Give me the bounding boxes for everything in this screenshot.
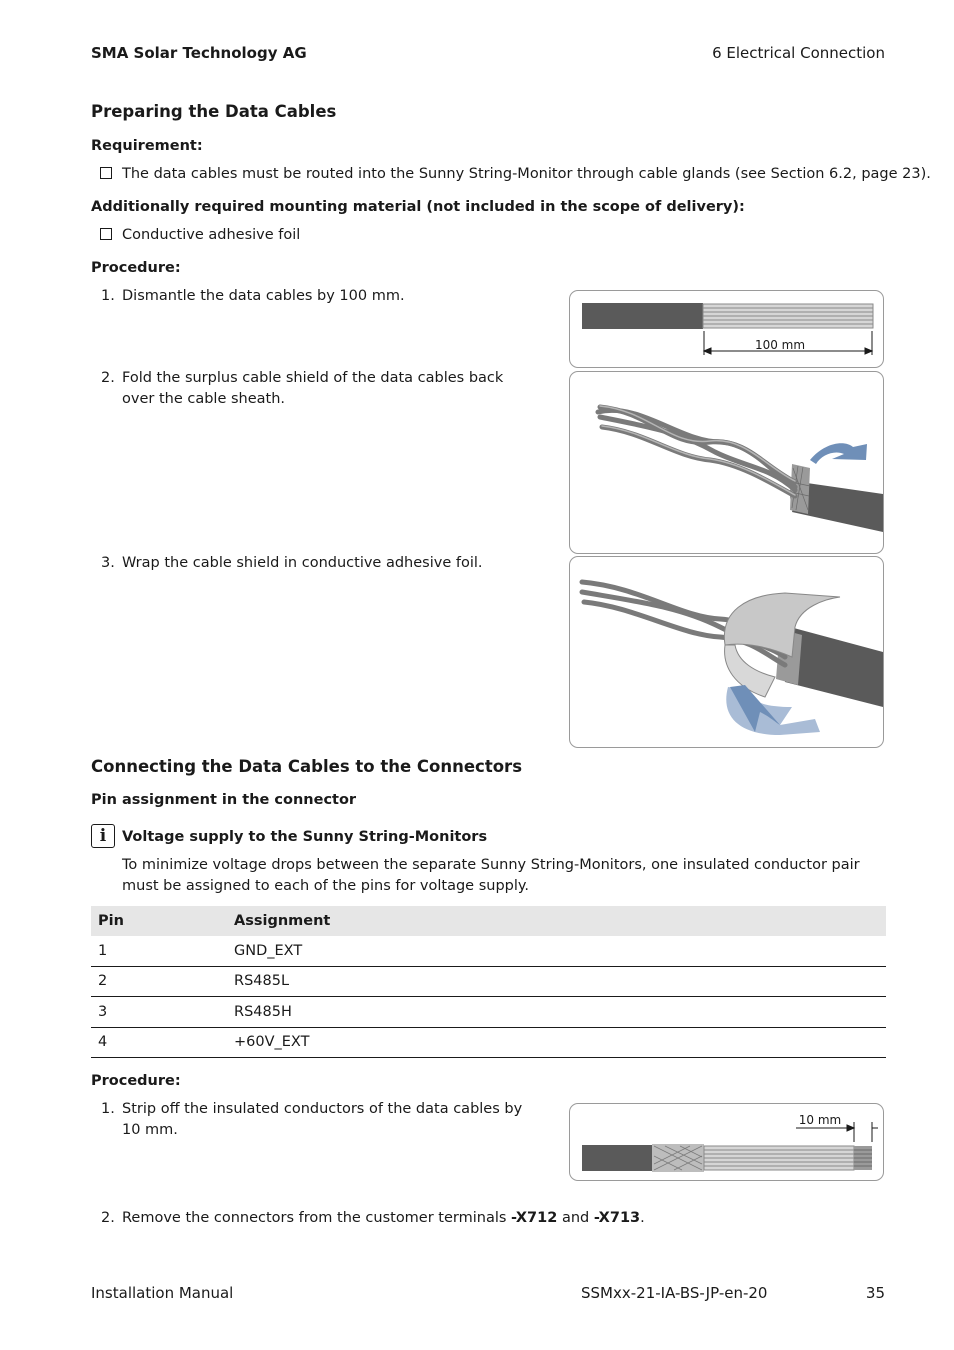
assignment-cell: RS485L [227, 966, 886, 997]
step-text-and: and [557, 1210, 594, 1226]
procedure-label: Procedure: [91, 260, 181, 276]
pin-cell: 1 [91, 936, 227, 966]
step-number: 1. [101, 1101, 115, 1117]
figure-wrap-foil [569, 556, 884, 748]
terminal-x712: -X712 [511, 1210, 558, 1226]
header-company: SMA Solar Technology AG [91, 44, 307, 62]
step-text [122, 1208, 801, 1229]
figure-strip-conductors [569, 1103, 884, 1181]
pin-cell: 3 [91, 997, 227, 1028]
step-text: Strip off the insulated conductors of the data cables by 10 mm. [122, 1101, 523, 1138]
requirement-item [100, 166, 931, 182]
table-row [91, 1027, 886, 1058]
figure-dismantle-cable [569, 290, 884, 368]
footer-page-number: 35 [865, 1284, 885, 1302]
step-text-suffix: . [640, 1210, 645, 1226]
table-row [91, 936, 886, 966]
section-title-preparing: Preparing the Data Cables [91, 102, 337, 121]
step-1 [101, 286, 541, 307]
material-label: Additionally required mounting material (not included in the scope of delivery): [91, 199, 745, 215]
step-number: 2. [101, 1210, 115, 1226]
info-text: To minimize voltage drops between the separate Sunny String-Monitors, one insulated conductor pair must be assigned to each of the pins for voltage supply. [122, 857, 860, 894]
table-header-row [91, 906, 886, 936]
procedure-label-2: Procedure: [91, 1073, 181, 1089]
assignment-cell: GND_EXT [227, 936, 886, 966]
checkbox-icon [100, 228, 112, 240]
figure-fold-shield [569, 371, 884, 554]
table-row [91, 997, 886, 1028]
info-icon: i [91, 824, 115, 848]
column-header-pin: Pin [91, 906, 227, 936]
info-title: Voltage supply to the Sunny String-Monitors [122, 829, 488, 845]
strip-step-1 [101, 1099, 541, 1141]
step-number: 1. [101, 288, 115, 304]
header-chapter: 6 Electrical Connection [712, 44, 885, 62]
step-3 [101, 553, 541, 574]
step-number: 2. [101, 370, 115, 386]
step-text: Fold the surplus cable shield of the data cables back over the cable sheath. [122, 370, 504, 407]
column-header-assignment: Assignment [227, 906, 886, 936]
dimension-label-10mm: 10 mm [798, 1113, 842, 1127]
step-number: 3. [101, 555, 115, 571]
footer-doc-type: Installation Manual [91, 1284, 234, 1302]
dimension-label-100mm: 100 mm [754, 338, 806, 352]
section-title-connecting: Connecting the Data Cables to the Connectors [91, 757, 523, 776]
terminal-x713: -X713 [593, 1210, 641, 1226]
assignment-cell: RS485H [227, 997, 886, 1028]
assignment-cell: +60V_EXT [227, 1027, 886, 1058]
footer-doc-id: SSMxx-21-IA-BS-JP-en-20 [581, 1284, 768, 1302]
table-row [91, 966, 886, 997]
material-item [100, 227, 300, 243]
pin-cell: 4 [91, 1027, 227, 1058]
pin-cell: 2 [91, 966, 227, 997]
material-text: Conductive adhesive foil [122, 227, 301, 243]
step-text: Dismantle the data cables by 100 mm. [122, 288, 405, 304]
step-text-prefix: Remove the connectors from the customer terminals [122, 1210, 512, 1226]
pin-table [91, 906, 886, 1058]
requirement-label: Requirement: [91, 138, 203, 154]
step-text: Wrap the cable shield in conductive adhesive foil. [122, 555, 483, 571]
pin-assignment-subtitle: Pin assignment in the connector [91, 792, 357, 808]
checkbox-icon [100, 167, 112, 179]
step-2 [101, 368, 531, 410]
requirement-text: The data cables must be routed into the Sunny String-Monitor through cable glands (see Section 6.2, page 23). [122, 166, 931, 182]
strip-step-2 [101, 1208, 801, 1229]
